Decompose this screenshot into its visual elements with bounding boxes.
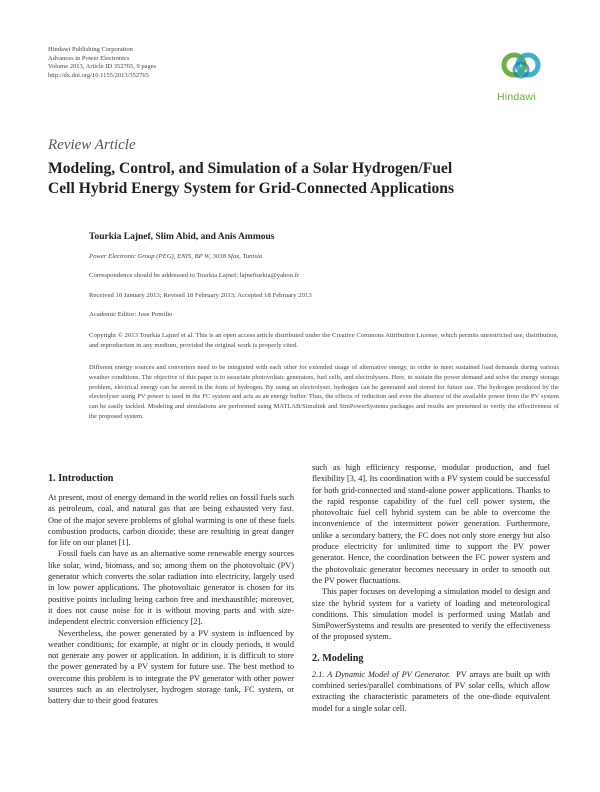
title-line-1: Modeling, Control, and Simulation of a Solar Hydrogen/Fuel — [48, 160, 453, 177]
copyright-notice: Copyright © 2013 Tourkia Lajnef et al. This is an open access article distributed under the Creative Commons Attribution License, which permits unrestricted use, distribution, and reproduction in any medium, provided the original work is properly cited. — [89, 332, 559, 349]
body-paragraph: Nevertheless, the power generated by a PV system is influenced by weather conditions; for example, at night or in cloudy periods, it would not generate any power or application. In addition, it is difficult to store the power generated by a PV system for future use. The best method to overcome this problem is to integrate the PV generator with other power sources such as an electrolyser, hydrogen storage tank, FC system, or battery due to their good features — [48, 628, 294, 706]
journal-header — [48, 46, 156, 80]
body-paragraph: This paper focuses on developing a simulation model to design and size the hybrid system for a variety of loading and meteorological conditions. This simulation model is performed using Matlab and SimPowerSystems and results are presented to verify the effectiveness of the proposed system. — [312, 587, 550, 642]
logo-text: Hindawi — [497, 91, 536, 103]
subsection-heading: 2.1. A Dynamic Model of PV Generator. — [312, 669, 451, 679]
left-column — [48, 472, 294, 707]
article-type: Review Article — [48, 137, 136, 153]
body-paragraph — [312, 669, 550, 714]
abstract: Different energy sources and converters need to be integrated with each other for extended usage of alternative energy, in order to meet sustained load demands during various weather conditions. The objective of this paper is to associate photovoltaic generators, fuel cells, and electrolysers. Here, to sustain the power demand and solve the energy storage problem, electrical energy can be stored in the form of hydrogen. By using an electrolyser, hydrogen can be generated and stored for future use. The hydrogen produced by the electrolyser using PV power is used in the FC system and acts as an energy buffer. Thus, the effects of reduction and even the absence of the available power from the PV system can be easily tackled. Modeling and simulations are performed using MATLAB/Simulink and SimPowerSystems packages and results are presented to verify the effectiveness of the proposed system. — [89, 364, 559, 420]
author-list: Tourkia Lajnef, Slim Abid, and Anis Ammous — [89, 232, 275, 242]
publication-dates: Received 10 January 2013; Revised 18 February 2013; Accepted 18 February 2013 — [89, 292, 312, 299]
volume-info: Volume 2013, Article ID 352765, 9 pages — [48, 63, 157, 71]
body-paragraph: Fossil fuels can have as an alternative some renewable energy sources like solar, wind, biomass, and so; among them on the photovoltaic (PV) generator which converts the solar radiation into electricity, largely used in low power applications. The photovoltaic generator is chosen for its positive points including being carbon free and inexhaustible; moreover, it does not cause noise for it is without moving parts and with size-independent electric conversion efficiency [2]. — [48, 549, 294, 627]
right-column — [312, 462, 550, 714]
subsection-text: PV arrays are built up with combined series/parallel combinations of PV solar cells, which allow extracting the characteristic parameters of the one-diode equivalent model for a single solar cell. — [312, 669, 551, 713]
academic-editor: Academic Editor: Jose Pomilio — [89, 311, 173, 318]
title-line-2: Cell Hybrid Energy System for Grid-Connected Applications — [48, 179, 455, 197]
correspondence: Correspondence should be addressed to Tourkia Lajnef; lajnefturkia@yahoo.fr — [89, 272, 300, 279]
affiliation: Power Electronic Group (PEG), ENIS, BP W, 3038 Sfax, Tunisia — [89, 253, 263, 260]
publisher-name: Hindawi Publishing Corporation — [48, 46, 133, 53]
section-heading-modeling: 2. Modeling — [312, 652, 364, 664]
body-paragraph: such as high efficiency response, modular production, and fuel flexibility [3, 4]. Its coordination with a PV system could be successful for both grid-connected and stand-alone power applications. Thanks to the rapid response capability of the fuel cell power system, the photovoltaic fuel cell hybrid system can be able to overcome the inconvenience of the intermittent power generation. Furthermore, unlike a secondary battery, the FC does not only store energy but also produce electricity for unlimited time to support the PV power generator. Hence, the coordination between the FC power system and the photovoltaic generator becomes necessary in order to smooth out the PV power fluctuations. — [312, 463, 550, 585]
paper-title — [48, 159, 568, 198]
doi-link[interactable]: http://dx.doi.org/10.1155/2013/352765 — [48, 71, 149, 79]
body-paragraph: At present, most of energy demand in the world relies on fossil fuels such as petroleum, coal, and natural gas that are being exhausted very fast. One of the major severe problems of global warming is one of these fuels combustion products, carbon dioxide; these are resulting in great danger for life on our planet [1]. — [48, 493, 294, 548]
section-heading-introduction: 1. Introduction — [48, 473, 114, 484]
journal-name: Advances in Power Electronics — [48, 54, 130, 62]
